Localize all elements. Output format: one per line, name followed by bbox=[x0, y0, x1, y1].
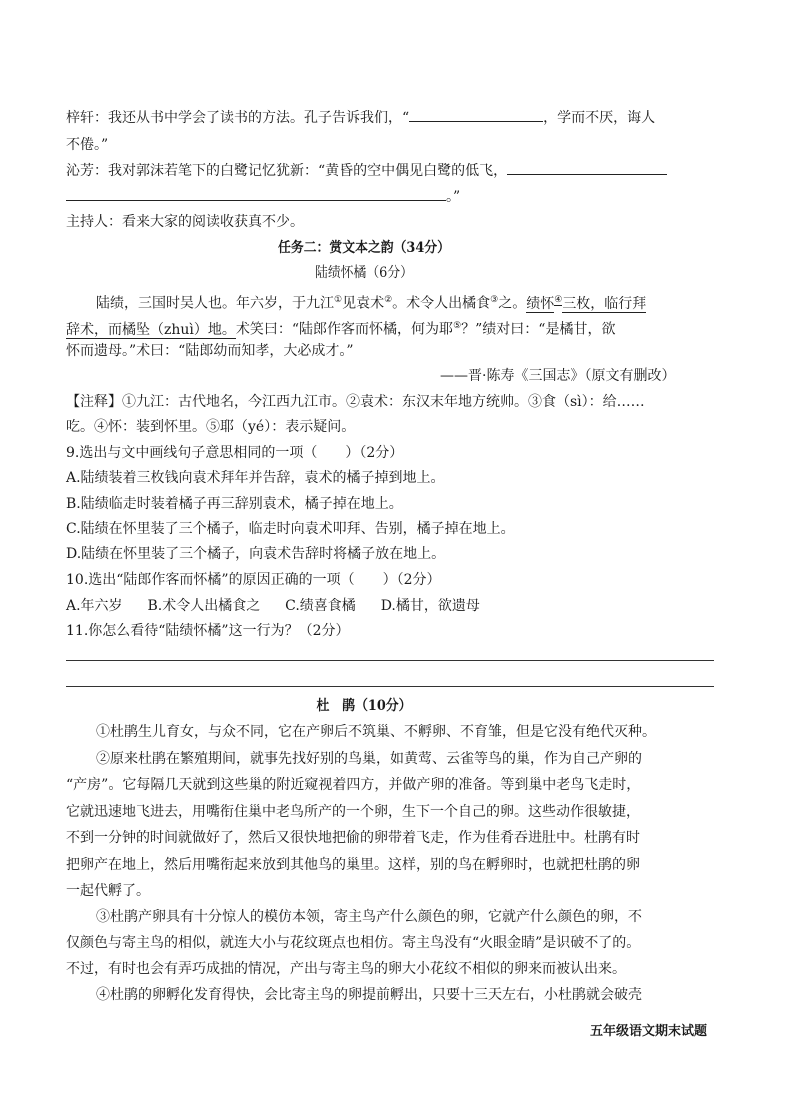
answer-blank-zixuan[interactable] bbox=[409, 107, 543, 122]
qinfang-text: 沁芳：我对郭沫若笔下的白鹭记忆犹新：“黄昏的空中偶见白鹭的低飞， bbox=[66, 163, 508, 179]
note-mark-2: ② bbox=[384, 295, 393, 305]
note-mark-1: ① bbox=[334, 295, 343, 305]
underlined-sentence-c: 辞术，而橘坠（zhuì）地。 bbox=[66, 321, 236, 338]
dujuan-line-7: 一起代孵了。 bbox=[66, 883, 150, 899]
p1-c: 。术令人出橘食 bbox=[392, 295, 491, 312]
underlined-sentence-b: 三枚，临行拜 bbox=[562, 295, 647, 312]
notes-line2: 吃。④怀：装到怀里。⑤耶（yé）：表示疑问。 bbox=[66, 419, 356, 435]
qinfang-end: 。” bbox=[446, 189, 461, 205]
dialogue-zixuan-line2: 不倦。” bbox=[66, 137, 109, 153]
q10-option-a[interactable]: A.年六岁 bbox=[66, 598, 123, 614]
dialogue-qinfang-line2 bbox=[66, 186, 460, 207]
underlined-sentence-a: 绩怀 bbox=[526, 295, 555, 312]
question-11: 11.你怎么看待“陆绩怀橘”这一行为？（2分） bbox=[66, 623, 350, 639]
answer-blank-qinfang-2[interactable] bbox=[66, 186, 446, 201]
passage-source: ——晋·陈寿《三国志》（原文有删改） bbox=[440, 368, 676, 384]
dujuan-line-1: ①杜鹃生儿育女，与众不同，它在产卵后不筑巢、不孵卵、不育雏，但是它没有绝代灭种。 bbox=[96, 724, 656, 740]
note-mark-5: ⑤ bbox=[453, 321, 462, 331]
q10-options bbox=[66, 596, 480, 616]
q10-option-c[interactable]: C.绩喜食橘 bbox=[285, 598, 356, 614]
q9-option-d[interactable]: D.陆绩在怀里装了三个橘子，向袁术告辞时将橘子放在地上。 bbox=[66, 546, 446, 562]
passage-line2 bbox=[66, 316, 615, 340]
p1-a: 陆绩，三国时吴人也。年六岁，于九江 bbox=[96, 295, 334, 312]
question-9: 9.选出与文中画线句子意思相同的一项（ ）（2分） bbox=[66, 445, 404, 461]
q9-option-c[interactable]: C.陆绩在怀里装了三个橘子，临走时向袁术叩拜、告别，橘子掉在地上。 bbox=[66, 521, 515, 537]
dujuan-line-5: 不到一分钟的时间就做好了，然后又很快地把偷的卵带着飞走，作为佳肴吞进肚中。杜鹃有时 bbox=[66, 830, 640, 846]
dialogue-zixuan-line1 bbox=[66, 107, 655, 128]
passage-title: 陆绩怀橘（6分） bbox=[314, 265, 414, 281]
dujuan-line-9: 仅颜色与寄主鸟的相似，就连大小与花纹斑点也相仿。寄主鸟没有“火眼金睛”是识破不了的。 bbox=[66, 935, 641, 951]
dujuan-line-6: 把卵产在地上，然后用嘴衔起来放到其他鸟的巢里。这样，别的鸟在孵卵时，也就把杜鹃的卵 bbox=[66, 857, 640, 873]
answer-line-2[interactable] bbox=[66, 686, 714, 687]
dujuan-line-10: 不过，有时也会有弄巧成拙的情况，产出与寄主鸟的卵大小花纹不相似的卵来而被认出来。 bbox=[66, 961, 626, 977]
q10-option-d[interactable]: D.橘甘，欲遗母 bbox=[380, 598, 480, 614]
q10-option-b[interactable]: B.术令人出橘食之 bbox=[147, 598, 261, 614]
answer-blank-qinfang-1[interactable] bbox=[507, 160, 667, 175]
host-line: 主持人：看来大家的阅读收获真不少。 bbox=[66, 214, 304, 230]
passage-line3: 怀而遗母。”术曰：“陆郎幼而知孝，大必成才。” bbox=[66, 343, 354, 359]
dujuan-line-2: ②原来杜鹃在繁殖期间，就事先找好别的鸟巢，如黄莺、云雀等鸟的巢，作为自己产卵的 bbox=[96, 751, 642, 767]
p2-c: ？”绩对曰：“是橘甘，欲 bbox=[461, 321, 616, 338]
dialogue-qinfang-line1 bbox=[66, 160, 667, 181]
p1-d: 之。 bbox=[498, 295, 527, 312]
dujuan-line-4: 它就迅速地飞进去，用嘴衔住巢中老鸟所产的一个卵，生下一个自己的卵。这些动作很敏捷， bbox=[66, 804, 640, 820]
zixuan-text-b: ，学而不厌，诲人 bbox=[543, 110, 656, 126]
passage-line1 bbox=[96, 290, 646, 314]
notes-line1: 【注释】①九江：古代地名，今江西九江市。②袁术：东汉末年地方统帅。③食（sì）：给…… bbox=[66, 394, 645, 410]
question-10: 10.选出“陆郎作客而怀橘”的原因正确的一项（ ）（2分） bbox=[66, 572, 441, 588]
dujuan-line-11: ④杜鹃的卵孵化发育得快，会比寄主鸟的卵提前孵出，只要十三天左右，小杜鹃就会破壳 bbox=[96, 987, 642, 1003]
p2-b: 术笑曰：“陆郎作客而怀橘，何为耶 bbox=[235, 321, 454, 338]
dujuan-line-8: ③杜鹃产卵具有十分惊人的模仿本领，寄主鸟产什么颜色的卵，它就产什么颜色的卵，不 bbox=[96, 909, 642, 925]
footer-label: 五年级语文期末试题 bbox=[590, 1024, 708, 1039]
zixuan-text-a: 梓轩：我还从书中学会了读书的方法。孔子告诉我们，“ bbox=[66, 110, 410, 126]
task2-title: 任务二：赏文本之韵（34分） bbox=[278, 240, 450, 256]
q9-option-a[interactable]: A.陆绩装着三枚钱向袁术拜年并告辞，袁术的橘子掉到地上。 bbox=[66, 470, 445, 486]
dujuan-title: 杜 鹃（10分） bbox=[316, 698, 412, 714]
note-mark-3: ③ bbox=[490, 295, 499, 305]
note-mark-4: ④ bbox=[554, 295, 563, 305]
dujuan-line-3: “产房”。它每隔几天就到这些巢的附近窥视着四方，并做产卵的准备。等到巢中老鸟飞走时， bbox=[66, 777, 641, 793]
p1-b: 见袁术 bbox=[342, 295, 385, 312]
q9-option-b[interactable]: B.陆绩临走时装着橘子再三辞别袁术，橘子掉在地上。 bbox=[66, 496, 403, 512]
answer-line-1[interactable] bbox=[66, 660, 714, 661]
